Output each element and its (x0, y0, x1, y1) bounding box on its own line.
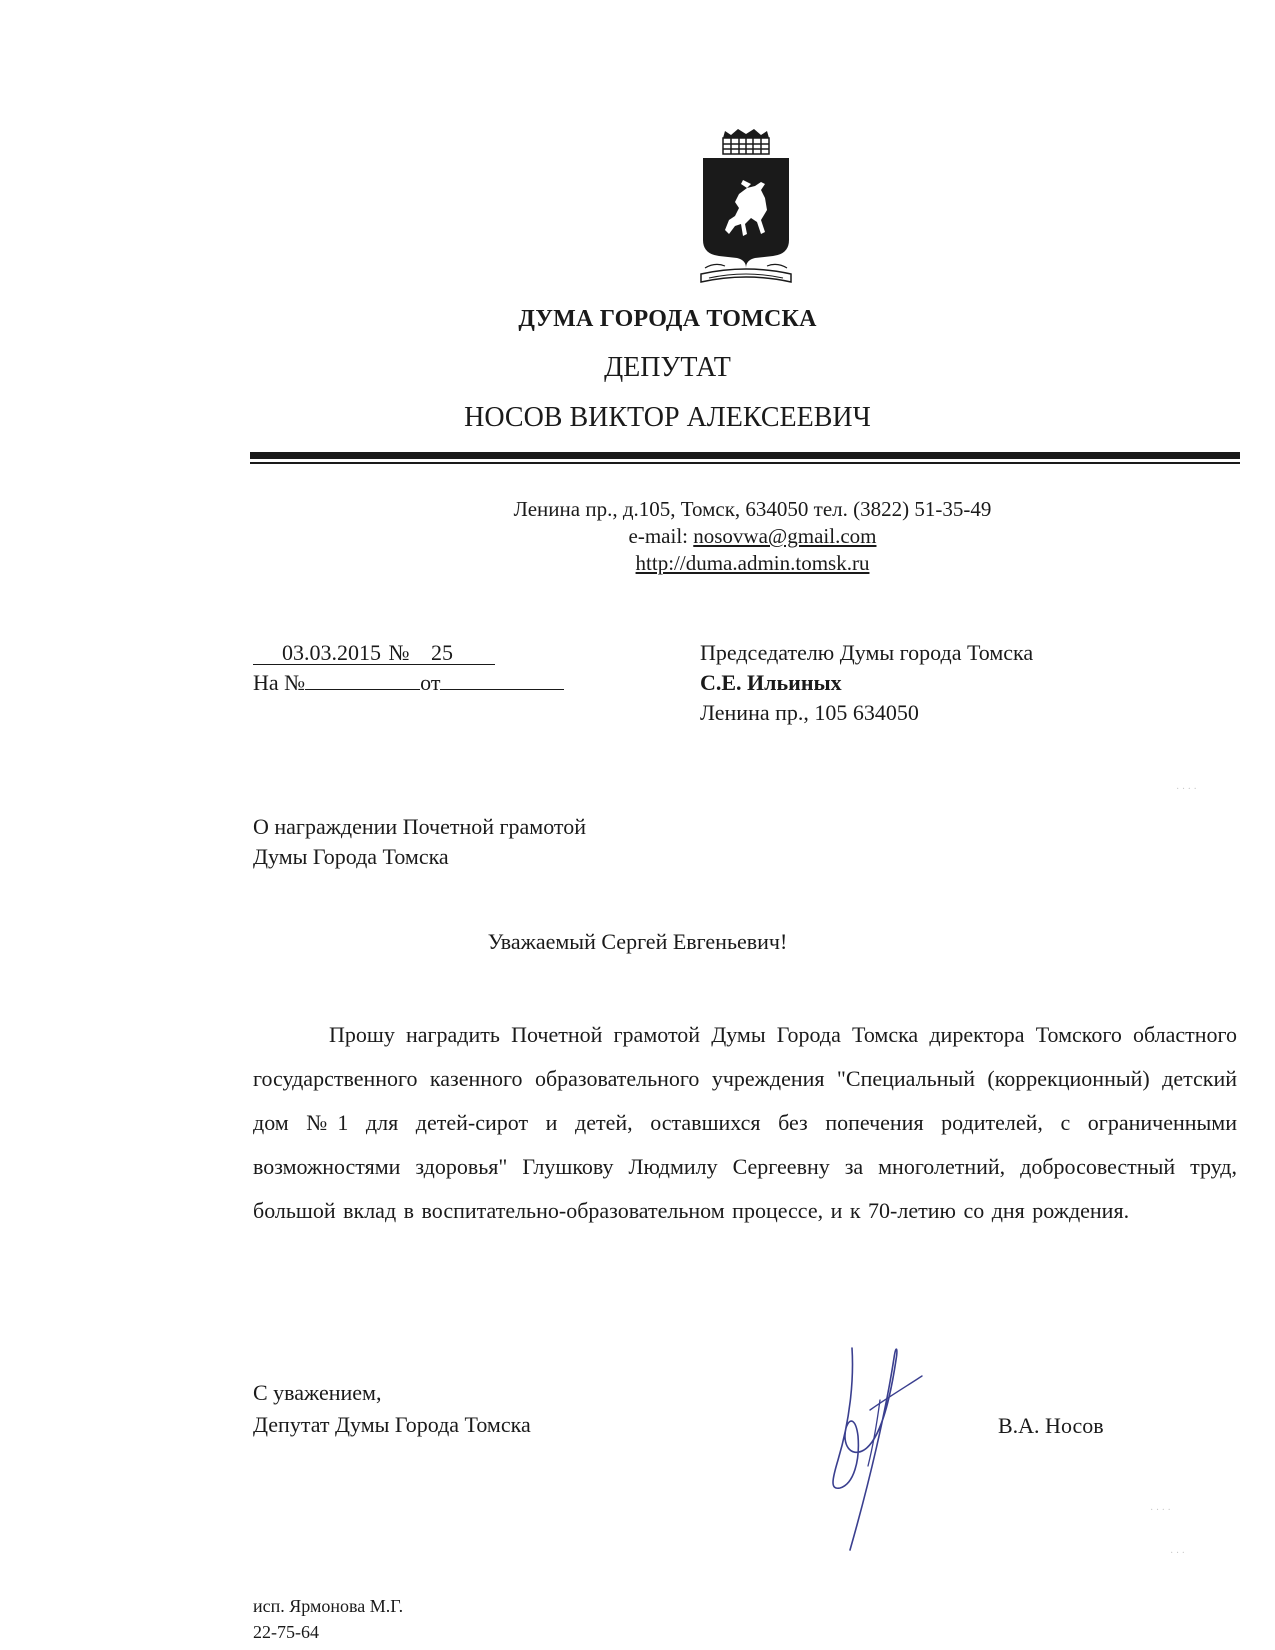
letterhead-divider-thick (250, 452, 1240, 459)
greeting: Уважаемый Сергей Евгеньевич! (487, 929, 788, 954)
addressee-address: Ленина пр., 105 634050 (700, 700, 919, 725)
number-label: № (381, 642, 417, 665)
reference-number-blank (305, 689, 420, 690)
executor-phone: 22-75-64 (253, 1622, 319, 1642)
reference-from-label: от (420, 670, 441, 695)
scan-artifact: · · · · (1176, 784, 1197, 795)
contact-email-line (0, 524, 1275, 549)
tomsk-coat-of-arms-emblem (695, 128, 797, 292)
addressee-name: С.Е. Ильиных (700, 670, 842, 695)
letterhead-divider-thin (250, 462, 1240, 464)
email-label: e-mail: (628, 524, 694, 548)
organization-name: ДУМА ГОРОДА ТОМСКА (518, 306, 817, 332)
closing-signer-title: Депутат Думы Города Томска (253, 1412, 531, 1437)
addressee-title: Председателю Думы города Томска (700, 640, 1034, 665)
scan-artifact: · · · · (1150, 1505, 1171, 1516)
reference-number-label: На № (253, 670, 306, 695)
sender-position: ДЕПУТАТ (604, 352, 731, 383)
contact-website-line (0, 551, 1275, 576)
incoming-reference (253, 670, 564, 696)
website-link[interactable]: http://duma.admin.tomsk.ru (635, 551, 870, 575)
letter-body: Прошу наградить Почетной грамотой Думы Города Томска директора Томского областного государственного казенного образовательного учреждения "Специальный (коррекционный) детский дом №1 для детей-сирот и детей, оставшихся без попечения родителей, с ограниченными возможностями здоровья" Глушкову Людмилу Сергеевну за многолетний, добросовестный труд, большой вклад в воспитательно-образовательном процессе, и к 70-летию со дня рождения. (253, 1022, 1237, 1223)
contact-address: Ленина пр., д.105, Томск, 634050 тел. (3822) 51-35-49 (513, 497, 992, 521)
scan-artifact: · · · (1170, 1548, 1185, 1559)
outgoing-date: 03.03.2015 (253, 642, 381, 665)
subject-line-2: Думы Города Томска (253, 844, 449, 869)
executor-name: исп. Ярмонова М.Г. (253, 1596, 404, 1616)
handwritten-signature (810, 1340, 930, 1560)
sender-name: НОСОВ ВИКТОР АЛЕКСЕЕВИЧ (464, 402, 871, 433)
email-link[interactable]: nosovwa@gmail.com (693, 524, 877, 548)
reference-date-blank (440, 689, 564, 690)
closing-salutation: С уважением, (253, 1380, 382, 1405)
outgoing-number: 25 (417, 642, 495, 665)
subject-line-1: О награждении Почетной грамотой (253, 814, 587, 839)
signer-name: В.А. Носов (998, 1413, 1104, 1438)
outgoing-registration (253, 640, 495, 666)
